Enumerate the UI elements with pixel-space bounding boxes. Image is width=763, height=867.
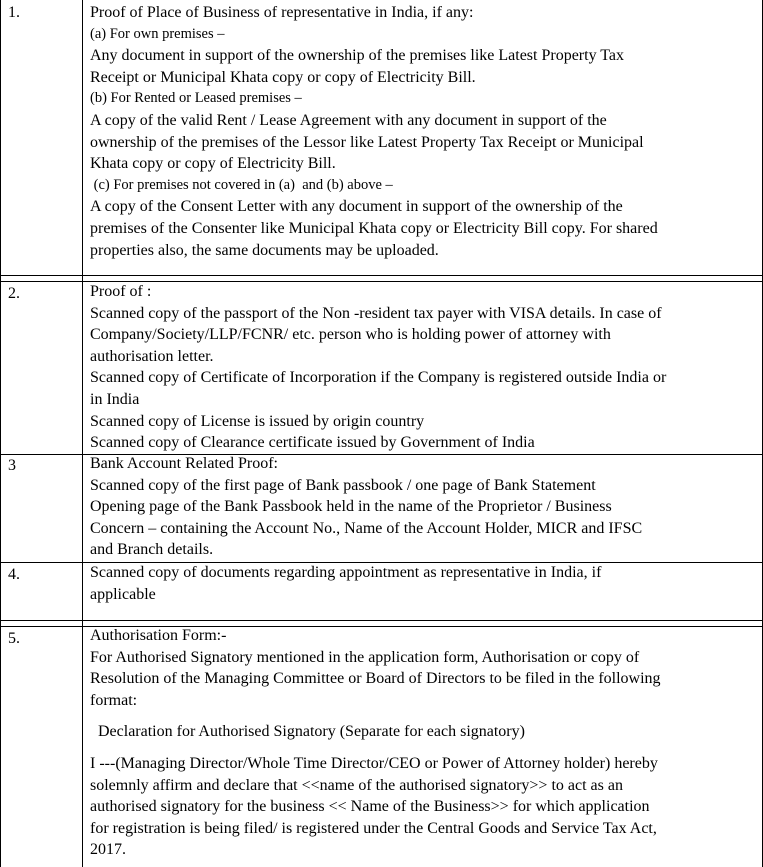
row-number: 4.: [8, 566, 20, 583]
row-number: 3: [8, 457, 16, 474]
text-line: Company/Society/LLP/FCNR/ etc. person who is holding power of attorney with: [90, 326, 611, 344]
row-heading: Proof of Place of Business of representative in India, if any:: [90, 4, 474, 21]
table-border-left: [0, 0, 1, 867]
row-number: 5.: [8, 630, 20, 647]
text-line: Opening page of the Bank Passbook held in the name of the Proprietor / Business: [90, 498, 612, 516]
row-number: 1.: [8, 4, 20, 21]
text-line: properties also, the same documents may be uploaded.: [90, 241, 439, 259]
sub-heading: (a) For own premises –: [90, 25, 225, 42]
table-row: [90, 562, 758, 605]
text-line: Any document in support of the ownership of the premises like Latest Property Tax: [90, 47, 625, 65]
text-line: Scanned copy of documents regarding appointment as representative in India, if: [90, 564, 602, 581]
text-line: A copy of the valid Rent / Lease Agreement with any document in support of the: [90, 111, 607, 129]
text-line: premises of the Consenter like Municipal Khata copy or Electricity Bill copy. For shared: [90, 219, 658, 237]
text-line: Concern – containing the Account No., Name of the Account Holder, MICR and IFSC: [90, 519, 643, 537]
text-line: Scanned copy of Certificate of Incorporation if the Company is registered outside India or: [90, 369, 667, 387]
row-divider: [0, 620, 763, 621]
text-line: 2017.: [90, 841, 126, 859]
text-line: solemnly affirm and declare that <<name of the authorised signatory>> to act as an: [90, 776, 623, 794]
text-line: Khata copy or copy of Electricity Bill.: [90, 155, 336, 173]
row-divider: [0, 275, 763, 276]
row-number: 2.: [8, 285, 20, 302]
table-row: [90, 625, 758, 861]
column-divider: [82, 0, 83, 867]
text-line: applicable: [90, 585, 156, 603]
text-line: in India: [90, 390, 140, 408]
text-line: authorisation letter.: [90, 347, 214, 365]
table-row: [90, 2, 758, 261]
table-row: [90, 453, 758, 561]
text-line: Scanned copy of License is issued by origin country: [90, 412, 425, 430]
text-line: For Authorised Signatory mentioned in the application form, Authorisation or copy of: [90, 648, 640, 666]
row-heading: Proof of :: [90, 283, 152, 300]
text-line: Resolution of the Managing Committee or Board of Directors to be filed in the following: [90, 670, 661, 688]
row-heading: Bank Account Related Proof:: [90, 455, 278, 472]
text-line: Scanned copy of the first page of Bank passbook / one page of Bank Statement: [90, 476, 596, 494]
sub-heading: (b) For Rented or Leased premises –: [90, 90, 302, 107]
table-row: [90, 281, 758, 454]
text-line: Receipt or Municipal Khata copy or copy of Electricity Bill.: [90, 68, 476, 86]
sub-heading: (c) For premises not covered in (a) and (b) above –: [90, 176, 393, 193]
row-heading: Authorisation Form:-: [90, 627, 227, 644]
text-line: format:: [90, 691, 138, 709]
text-line: Scanned copy of Clearance certificate issued by Government of India: [90, 434, 535, 452]
text-line: for registration is being filed/ is registered under the Central Goods and Service Tax Act,: [90, 819, 657, 837]
text-line: and Branch details.: [90, 541, 214, 559]
text-line: A copy of the Consent Letter with any document in support of the ownership of the: [90, 198, 623, 216]
text-line: Scanned copy of the passport of the Non -resident tax payer with VISA details. In case of: [90, 304, 662, 322]
text-line: I ---(Managing Director/Whole Time Director/CEO or Power of Attorney holder) hereby: [90, 754, 658, 772]
text-line: authorised signatory for the business << Name of the Business>> for which application: [90, 798, 650, 816]
text-line: ownership of the premises of the Lessor like Latest Property Tax Receipt or Municipal: [90, 133, 644, 151]
declaration-title: Declaration for Authorised Signatory (Separate for each signatory): [98, 723, 525, 741]
